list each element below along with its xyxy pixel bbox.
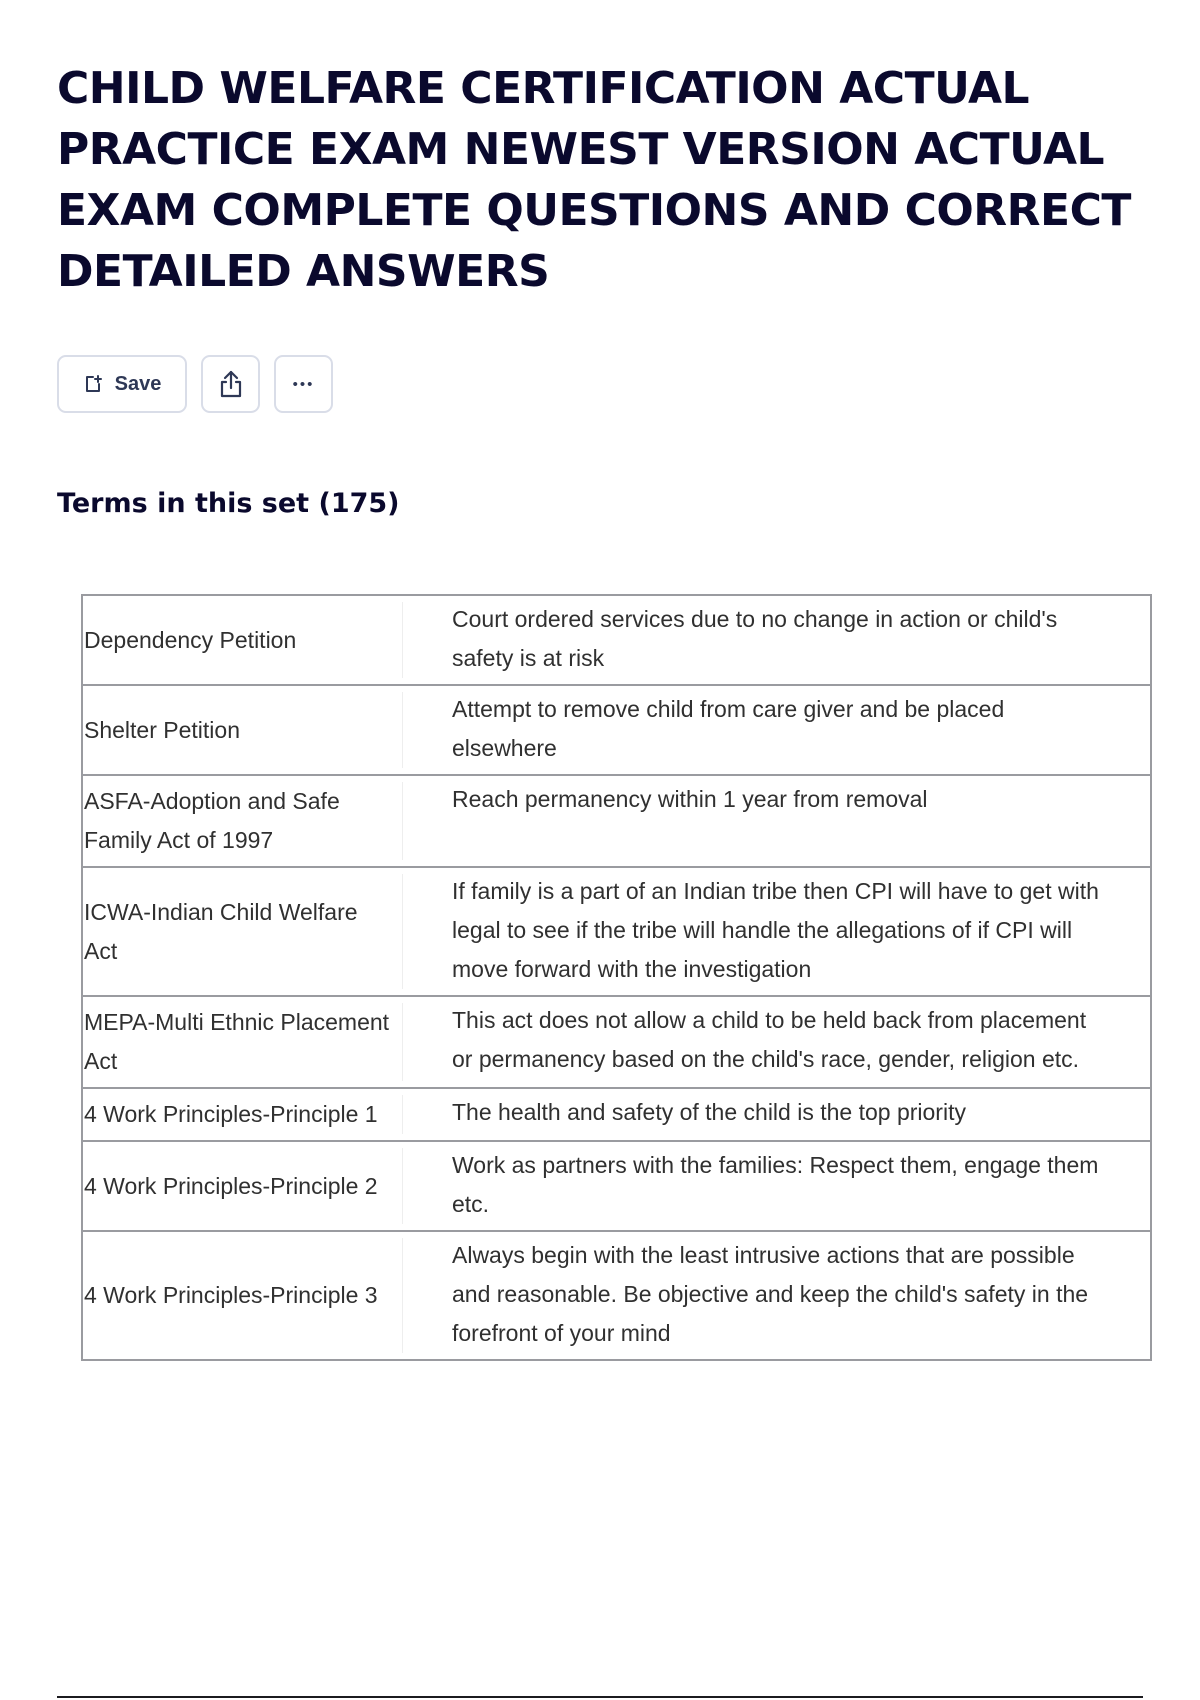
bottom-divider (57, 1696, 1143, 1698)
term-text: 4 Work Principles-Principle 2 (83, 1148, 403, 1224)
term-text: ICWA-Indian Child Welfare Act (83, 874, 403, 989)
definition-text: If family is a part of an Indian tribe then CPI will have to get with legal to see if the tribe will handle the allegations of if CPI will move forward with the investigation (452, 878, 1099, 982)
definition-text: Work as partners with the families: Respect them, engage them etc. (452, 1152, 1099, 1217)
term-text: 4 Work Principles-Principle 1 (83, 1095, 403, 1134)
term-row (83, 596, 1150, 686)
term-row (83, 1089, 1150, 1142)
term-text: ASFA-Adoption and Safe Family Act of 1997 (83, 782, 403, 860)
save-button[interactable] (57, 355, 187, 413)
term-row (83, 868, 1150, 997)
definition-text: Always begin with the least intrusive actions that are possible and reasonable. Be objective and keep the child's safety in the forefront of your mind (452, 1242, 1089, 1346)
more-icon: ••• (292, 375, 315, 393)
term-text: Dependency Petition (83, 602, 403, 678)
term-text: Shelter Petition (83, 692, 403, 768)
term-text: 4 Work Principles-Principle 3 (83, 1238, 403, 1353)
more-options-button[interactable] (274, 355, 333, 413)
term-row (83, 1232, 1150, 1359)
term-text: MEPA-Multi Ethnic Placement Act (83, 1003, 403, 1081)
share-icon (217, 369, 245, 399)
share-button[interactable] (201, 355, 260, 413)
terms-table (81, 594, 1152, 1361)
term-row (83, 997, 1150, 1089)
definition-text: Court ordered services due to no change in action or child's safety is at risk (452, 606, 1058, 671)
action-bar (57, 355, 333, 413)
terms-heading: Terms in this set (175) (57, 488, 400, 519)
definition-text: This act does not allow a child to be held back from placement or permanency based on the child's race, gender, religion etc. (452, 1007, 1087, 1072)
save-button-label: Save (114, 372, 162, 395)
definition-text: Reach permanency within 1 year from removal (452, 786, 928, 812)
definition-text: The health and safety of the child is the top priority (452, 1099, 966, 1125)
definition-text: Attempt to remove child from care giver and be placed elsewhere (452, 696, 1005, 761)
term-row (83, 776, 1150, 868)
page-title: CHILD WELFARE CERTIFICATION ACTUAL PRACTICE EXAM NEWEST VERSION ACTUAL EXAM COMPLETE QUESTIONS AND CORRECT DETAILED ANSWERS (57, 63, 1131, 297)
term-row (83, 686, 1150, 776)
term-row (83, 1142, 1150, 1232)
save-icon (83, 374, 103, 394)
